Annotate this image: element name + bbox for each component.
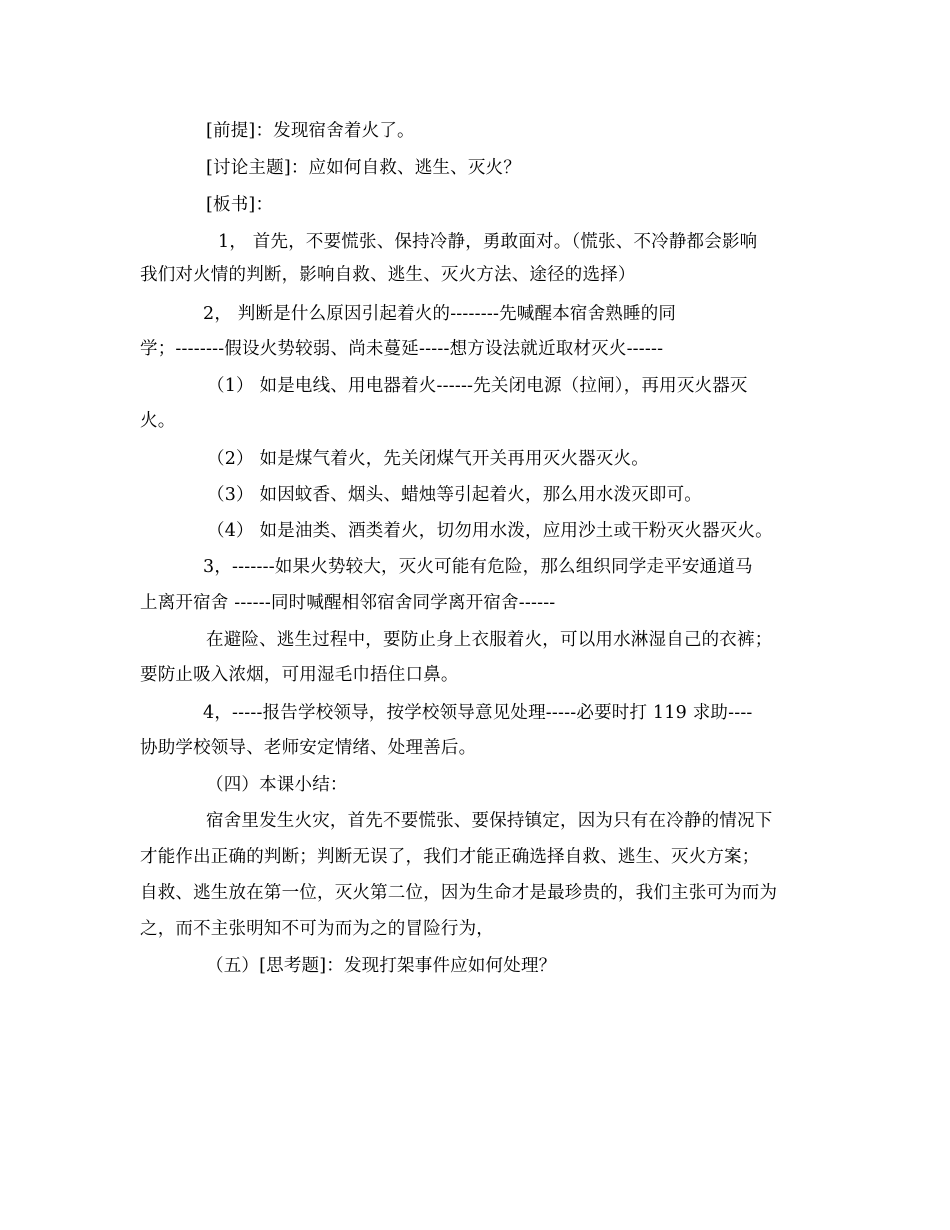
discussion-topic-line: [讨论主题]：应如何自救、逃生、灭火？ bbox=[206, 158, 521, 178]
paragraph-line: 学；--------假设火势较弱、尚未蔓延-----想方设法就近取材灭火------ bbox=[140, 339, 664, 359]
summary-line: 宿舍里发生火灾，首先不要慌张、要保持镇定，因为只有在冷静的情况下 bbox=[206, 811, 773, 831]
board-heading-line: [板书]： bbox=[206, 195, 274, 215]
list-item-line: （1） 如是电线、用电器着火------先关闭电源（拉闸），再用灭火器灭 bbox=[207, 376, 748, 396]
paragraph-line: 1， 首先，不要慌张、保持冷静，勇敢面对。（慌张、不冷静都会影响 bbox=[218, 232, 758, 252]
summary-heading-line: （四）本课小结： bbox=[206, 775, 348, 795]
summary-line: 之，而不主张明知不可为而为之的冒险行为， bbox=[140, 919, 494, 939]
paragraph-line: 3，-------如果火势较大，灭火可能有危险，那么组织同学走平安通道马 bbox=[203, 557, 753, 577]
paragraph-line: 协助学校领导、老师安定情绪、处理善后。 bbox=[140, 738, 477, 758]
list-item-line: （3） 如因蚊香、烟头、蜡烛等引起着火，那么用水泼灭即可。 bbox=[207, 485, 702, 505]
premise-line: [前提]：发现宿舍着火了。 bbox=[206, 121, 415, 141]
summary-line: 才能作出正确的判断；判断无误了，我们才能正确选择自救、逃生、灭火方案； bbox=[140, 847, 760, 867]
paragraph-line: 4，-----报告学校领导，按学校领导意见处理-----必要时打 119 求助---- bbox=[203, 703, 753, 723]
question-line: （五）[思考题]：发现打架事件应如何处理？ bbox=[206, 956, 557, 976]
summary-line: 自救、逃生放在第一位，灭火第二位，因为生命才是最珍贵的，我们主张可为而为 bbox=[140, 883, 778, 903]
paragraph-line: 在避险、逃生过程中，要防止身上衣服着火，可以用水淋湿自己的衣裤； bbox=[206, 630, 773, 650]
list-item-line: 火。 bbox=[140, 411, 176, 431]
list-item-line: （2） 如是煤气着火，先关闭煤气开关再用灭火器灭火。 bbox=[207, 449, 649, 469]
paragraph-line: 我们对火情的判断，影响自救、逃生、灭火方法、途径的选择） bbox=[140, 265, 636, 285]
paragraph-line: 要防止吸入浓烟，可用湿毛巾捂住口鼻。 bbox=[140, 665, 459, 685]
list-item-line: （4） 如是油类、酒类着火，切勿用水泼，应用沙土或干粉灭火器灭火。 bbox=[207, 521, 773, 541]
paragraph-line: 上离开宿舍 ------同时喊醒相邻宿舍同学离开宿舍------ bbox=[140, 593, 556, 613]
paragraph-line: 2， 判断是什么原因引起着火的--------先喊醒本宿舍熟睡的同 bbox=[203, 304, 677, 324]
